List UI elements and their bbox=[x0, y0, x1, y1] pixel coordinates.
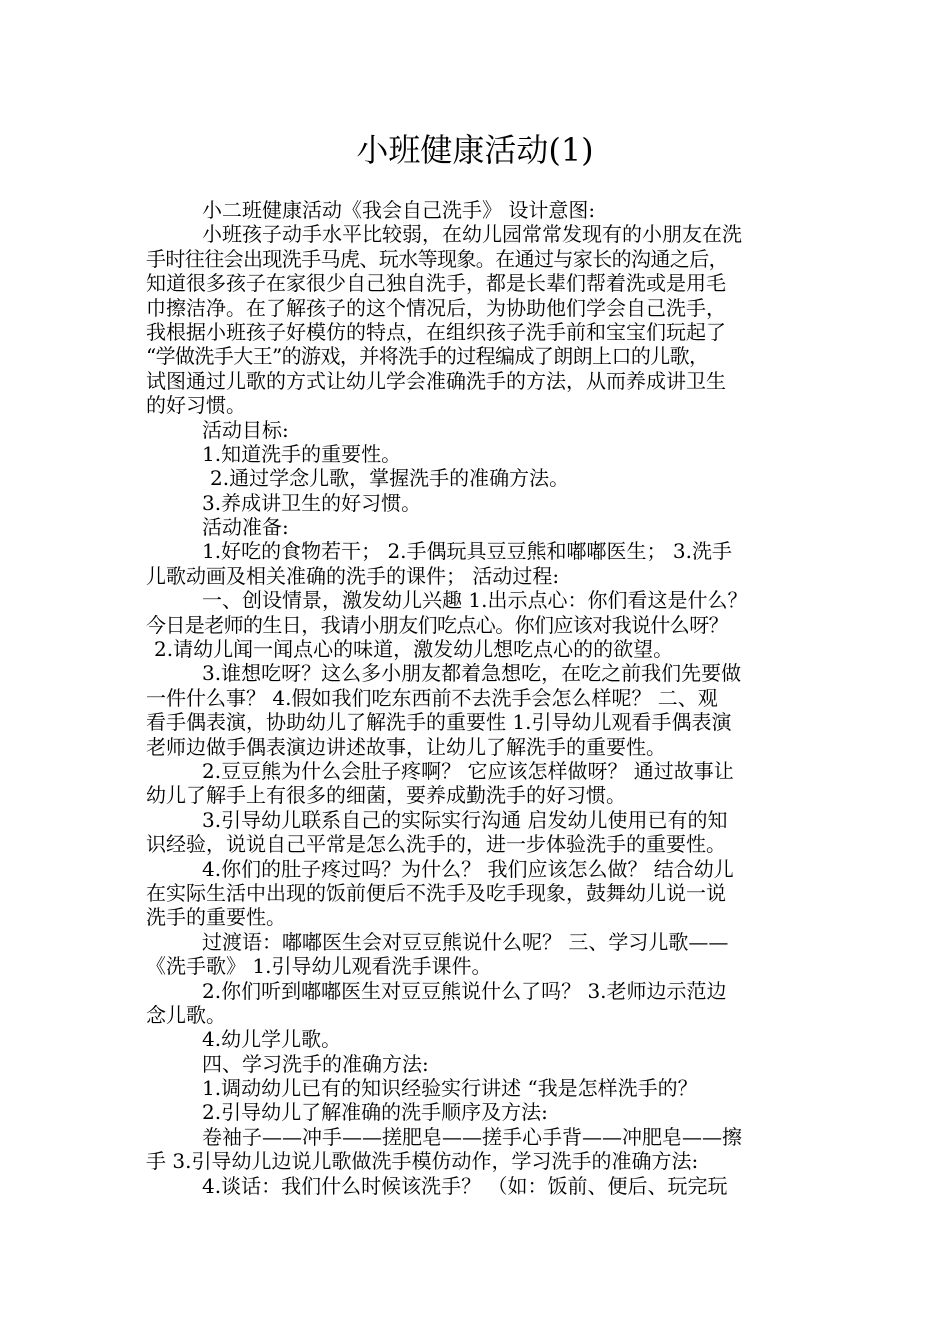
text-line: 卷袖子——冲手——搓肥皂——搓手心手背——冲肥皂——擦 bbox=[202, 1124, 742, 1149]
text-line: 幼儿了解手上有很多的细菌，要养成勤洗手的好习惯。 bbox=[146, 783, 626, 808]
text-line: 2.豆豆熊为什么会肚子疼啊？ 它应该怎样做呀？ 通过故事让 bbox=[202, 758, 734, 783]
text-line: 4.幼儿学儿歌。 bbox=[202, 1027, 342, 1052]
text-line: 4.你们的肚子疼过吗？为什么？ 我们应该怎么做？ 结合幼儿 bbox=[202, 856, 734, 881]
text-line: 活动目标: bbox=[202, 417, 289, 442]
text-line: 1.知道洗手的重要性。 bbox=[202, 441, 402, 466]
text-line: 手时往往会出现洗手马虎、玩水等现象。在通过与家长的沟通之后， bbox=[146, 246, 728, 271]
text-line: 儿歌动画及相关准确的洗手的课件； 活动过程: bbox=[146, 563, 560, 588]
text-line: 念儿歌。 bbox=[146, 1002, 226, 1027]
text-line: 四、学习洗手的准确方法: bbox=[202, 1051, 429, 1076]
text-line: 1.调动幼儿已有的知识经验实行讲述 “我是怎样洗手的？ bbox=[202, 1076, 698, 1101]
text-line: 2.请幼儿闻一闻点心的味道，激发幼儿想吃点心的的欲望。 bbox=[154, 637, 674, 662]
text-line: 4.谈话：我们什么时候该洗手？ （如：饭前、便后、玩完玩 bbox=[202, 1173, 728, 1198]
text-line: 老师边做手偶表演边讲述故事，让幼儿了解洗手的重要性。 bbox=[146, 734, 666, 759]
text-line: 2.引导幼儿了解准确的洗手顺序及方法: bbox=[202, 1100, 548, 1125]
text-line: 手 3.引导幼儿边说儿歌做洗手模仿动作，学习洗手的准确方法: bbox=[146, 1149, 699, 1174]
text-line: 3.养成讲卫生的好习惯。 bbox=[202, 490, 422, 515]
text-line: 洗手的重要性。 bbox=[146, 905, 286, 930]
text-line: 3.谁想吃呀？这么多小朋友都着急想吃，在吃之前我们先要做 bbox=[202, 661, 742, 686]
text-line: 《洗手歌》 1.引导幼儿观看洗手课件。 bbox=[146, 954, 492, 979]
text-line: 试图通过儿歌的方式让幼儿学会准确洗手的方法，从而养成讲卫生 bbox=[146, 368, 726, 393]
text-line: 小班孩子动手水平比较弱，在幼儿园常常发现有的小朋友在洗 bbox=[202, 222, 742, 247]
text-line: 今日是老师的生日，我请小朋友们吃点心。你们应该对我说什么呀？ bbox=[146, 612, 728, 637]
document-body bbox=[146, 198, 812, 1198]
text-line: 巾擦洁净。在了解孩子的这个情况后，为协助他们学会自己洗手， bbox=[146, 295, 726, 320]
text-line: “学做洗手大王”的游戏，并将洗手的过程编成了朗朗上口的儿歌， bbox=[146, 344, 709, 369]
text-line: 小二班健康活动《我会自己洗手》 设计意图: bbox=[202, 198, 596, 222]
text-line: 过渡语：嘟嘟医生会对豆豆熊说什么呢？ 三、学习儿歌—— bbox=[202, 929, 729, 954]
text-line: 的好习惯。 bbox=[146, 393, 246, 418]
text-line: 3.引导幼儿联系自己的实际实行沟通 启发幼儿使用已有的知 bbox=[202, 807, 728, 832]
text-line: 2.通过学念儿歌，掌握洗手的准确方法。 bbox=[210, 466, 570, 491]
text-line: 识经验，说说自己平常是怎么洗手的，进一步体验洗手的重要性。 bbox=[146, 832, 726, 857]
page-title: 小班健康活动(1) bbox=[356, 131, 594, 169]
text-line: 一、创设情景，激发幼儿兴趣 1.出示点心：你们看这是什么？ bbox=[202, 588, 748, 613]
text-line: 我根据小班孩子好模仿的特点，在组织孩子洗手前和宝宝们玩起了 bbox=[146, 319, 726, 344]
text-line: 在实际生活中出现的饭前便后不洗手及吃手现象，鼓舞幼儿说一说 bbox=[146, 880, 726, 905]
text-line: 知道很多孩子在家很少自己独自洗手，都是长辈们帮着洗或是用毛 bbox=[146, 271, 726, 296]
text-line: 1.好吃的食物若干； 2.手偶玩具豆豆熊和嘟嘟医生； 3.洗手 bbox=[202, 539, 732, 564]
text-line: 2.你们听到嘟嘟医生对豆豆熊说什么了吗？ 3.老师边示范边 bbox=[202, 978, 727, 1003]
text-line: 一件什么事？ 4.假如我们吃东西前不去洗手会怎么样呢？ 二、观 bbox=[146, 685, 718, 710]
text-line: 活动准备: bbox=[202, 515, 289, 540]
text-line: 看手偶表演，协助幼儿了解洗手的重要性 1.引导幼儿观看手偶表演 bbox=[146, 710, 732, 735]
